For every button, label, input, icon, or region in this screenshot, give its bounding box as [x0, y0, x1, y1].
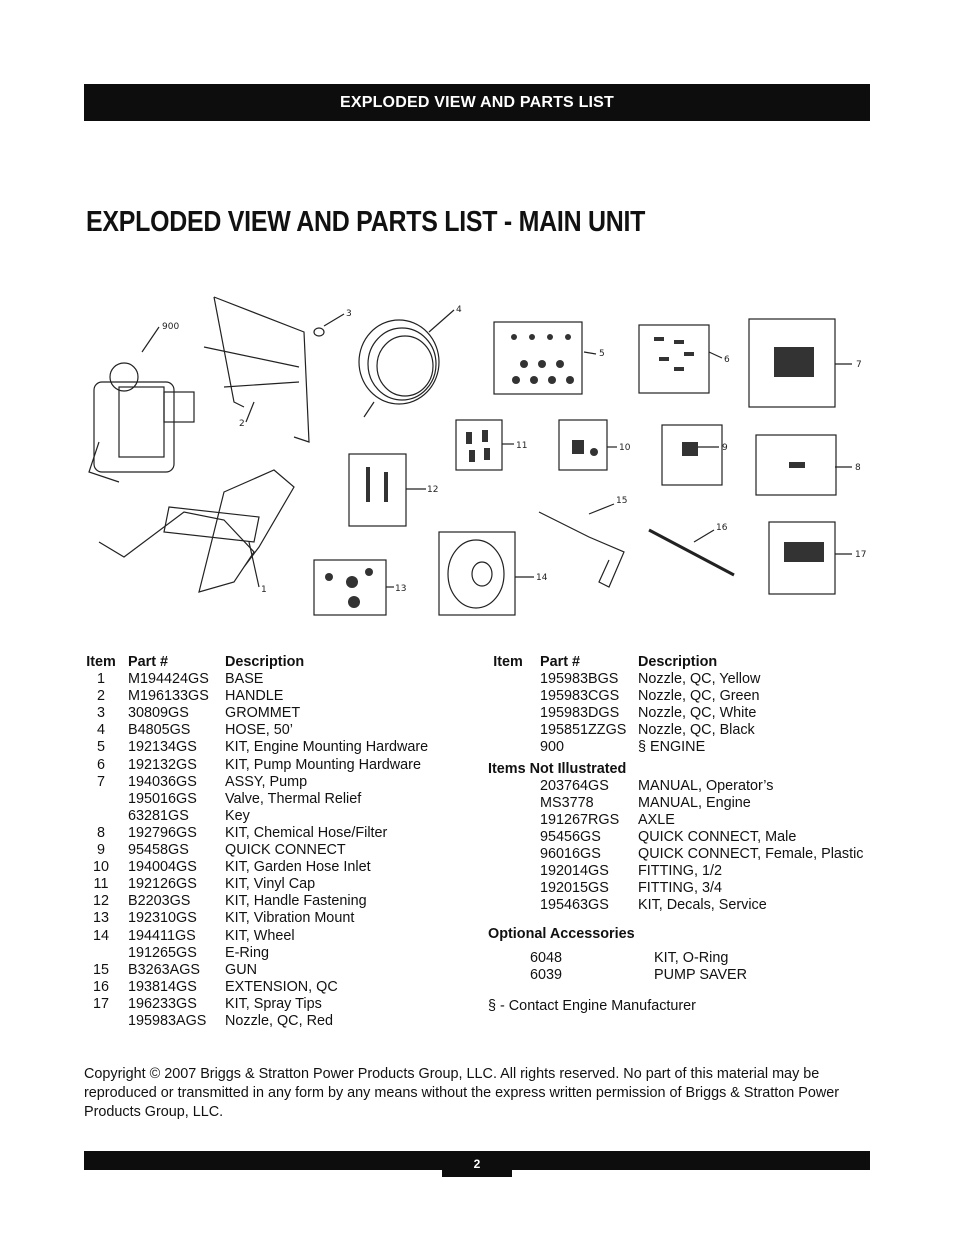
part-number: 194036GS [128, 773, 197, 790]
page-title: EXPLODED VIEW AND PARTS LIST - MAIN UNIT [86, 206, 646, 238]
part-description: KIT, Decals, Service [638, 897, 767, 914]
item-number: 12 [92, 893, 109, 910]
figure-label: 11 [516, 441, 528, 451]
table-row [84, 791, 464, 808]
item-number: 4 [96, 722, 105, 739]
part-number: MS3778 [540, 794, 594, 811]
part-description: FITTING, 3/4 [638, 880, 722, 897]
part-description: QUICK CONNECT, Male [638, 828, 797, 845]
exploded-view-drawing [84, 292, 870, 622]
header-description: Description [638, 654, 718, 670]
kit-6-box [639, 325, 709, 393]
figure-label: 10 [619, 443, 631, 453]
item-number: 11 [93, 876, 109, 893]
part-description: Nozzle, QC, Green [638, 688, 760, 705]
part-description: Nozzle, QC, Black [638, 722, 755, 739]
part-description: E-Ring [225, 944, 269, 961]
part-number: 192014GS [540, 863, 609, 880]
figure-label: 15 [616, 496, 628, 506]
hose-illustration [359, 310, 454, 417]
part-description: GUN [225, 961, 257, 978]
table-row [84, 876, 464, 893]
item-number [486, 739, 530, 756]
item-number: 2 [96, 688, 105, 705]
figure-label: 9 [722, 443, 728, 453]
kit-11-box [456, 420, 502, 470]
item-number [84, 808, 118, 825]
item-number [486, 705, 530, 722]
item-number: 8 [96, 824, 105, 841]
part-description: EXTENSION, QC [225, 978, 338, 995]
table-row [486, 688, 870, 705]
part-description: KIT, Garden Hose Inlet [225, 859, 371, 876]
part-number: 95456GS [540, 828, 601, 845]
table-row [84, 842, 464, 859]
part-description: HANDLE [225, 688, 284, 705]
item-number: 5 [96, 739, 105, 756]
item-number [84, 791, 118, 808]
table-row [84, 739, 464, 756]
table-row [486, 967, 870, 984]
part-description: MANUAL, Operator’s [638, 777, 774, 794]
figure-label: 5 [599, 349, 605, 359]
part-description: Nozzle, QC, White [638, 705, 757, 722]
part-description: KIT, Chemical Hose/Filter [225, 824, 388, 841]
table-row [84, 722, 464, 739]
parts-list-header [486, 654, 870, 671]
part-number: 95458GS [128, 842, 189, 859]
part-number: B3263AGS [128, 961, 201, 978]
table-row [486, 829, 870, 846]
table-row [84, 945, 464, 962]
item-number: 6 [96, 756, 105, 773]
part-description: KIT, Spray Tips [225, 995, 322, 1012]
part-number: 203764GS [540, 777, 609, 794]
table-row [84, 996, 464, 1013]
section-header-bar: EXPLODED VIEW AND PARTS LIST [84, 84, 870, 121]
table-row [84, 774, 464, 791]
part-description: KIT, Handle Fastening [225, 893, 367, 910]
part-number: B2203GS [128, 893, 191, 910]
figure-label: 8 [855, 463, 861, 473]
part-number: 195983BGS [540, 671, 619, 688]
part-description: KIT, Pump Mounting Hardware [225, 756, 421, 773]
table-row [84, 979, 464, 996]
item-number: 16 [92, 978, 109, 995]
item-number: 1 [96, 671, 105, 688]
item-number: 13 [92, 910, 109, 927]
table-row [84, 910, 464, 927]
part-description: ASSY, Pump [225, 773, 308, 790]
optional-accessories-heading: Optional Accessories [488, 926, 635, 943]
part-number: 191265GS [128, 944, 197, 961]
table-row [486, 671, 870, 688]
item-number [486, 812, 530, 829]
table-row [486, 795, 870, 812]
copyright-notice: Copyright © 2007 Briggs & Stratton Power Products Group, LLC. All rights reserved. No part of this material may be reproduced or transmitted in any form by any means without the express written permission of Briggs & Stratton Power Products Group, LLC. [84, 1066, 840, 1120]
table-row [486, 739, 870, 756]
part-number: B4805GS [128, 722, 191, 739]
part-description: Valve, Thermal Relief [225, 790, 362, 807]
part-description: GROMMET [225, 705, 301, 722]
item-number: 9 [96, 842, 105, 859]
part-number: 192134GS [128, 739, 197, 756]
header-description: Description [225, 654, 305, 670]
header-part: Part # [540, 654, 580, 670]
item-number: 7 [96, 773, 105, 790]
part-number: 193814GS [128, 978, 197, 995]
part-description: KIT, Vibration Mount [225, 910, 355, 927]
part-description: QUICK CONNECT [225, 842, 346, 859]
table-row [486, 778, 870, 795]
handle-illustration [204, 297, 309, 442]
part-number: 6039 [530, 966, 563, 983]
item-number [84, 1013, 118, 1030]
part-number: 192310GS [128, 910, 197, 927]
item-number [486, 880, 530, 897]
table-row [84, 825, 464, 842]
header-item: Item [493, 654, 523, 670]
page-number: 2 [442, 1151, 512, 1177]
item-number [486, 795, 530, 812]
part-description: BASE [225, 671, 264, 688]
engine-illustration [89, 327, 194, 482]
item-number [486, 671, 530, 688]
part-number: 191267RGS [540, 811, 620, 828]
part-description: Key [225, 807, 250, 824]
part-number: 63281GS [128, 807, 189, 824]
item-number: 3 [96, 705, 105, 722]
table-row [486, 846, 870, 863]
part-description: § ENGINE [638, 739, 706, 756]
table-row [84, 928, 464, 945]
part-description: FITTING, 1/2 [638, 863, 722, 880]
header-item: Item [86, 654, 116, 670]
item-number: 10 [92, 859, 109, 876]
part-number: 195983AGS [128, 1012, 207, 1029]
part-number: M194424GS [128, 671, 209, 688]
figure-label: 4 [456, 305, 462, 315]
part-description: Nozzle, QC, Yellow [638, 671, 761, 688]
table-row [486, 863, 870, 880]
table-row [84, 757, 464, 774]
part-number: 195016GS [128, 790, 197, 807]
item-number [486, 722, 530, 739]
not-illustrated-heading: Items Not Illustrated [488, 760, 627, 777]
figure-label: 14 [536, 573, 548, 583]
table-row [486, 897, 870, 914]
part-number: 30809GS [128, 705, 189, 722]
part-number: 192126GS [128, 876, 197, 893]
part-number: 195851ZZGS [540, 722, 627, 739]
table-row [84, 893, 464, 910]
item-number: 14 [92, 927, 109, 944]
figure-label: 7 [856, 360, 862, 370]
part-number: 195983CGS [540, 688, 620, 705]
table-row [84, 688, 464, 705]
footnote: § - Contact Engine Manufacturer [488, 997, 696, 1014]
table-row [84, 808, 464, 825]
parts-list-header [84, 654, 464, 671]
part-description: Nozzle, QC, Red [225, 1012, 333, 1029]
part-description: KIT, O-Ring [654, 949, 729, 966]
part-description: PUMP SAVER [654, 966, 748, 983]
header-part: Part # [128, 654, 168, 670]
parts-list-right [486, 654, 870, 1015]
figure-label: 3 [346, 309, 352, 319]
exploded-view-figure [84, 292, 870, 622]
part-number: 6048 [530, 949, 563, 966]
figure-label: 900 [162, 322, 180, 332]
part-number: 195983DGS [540, 705, 620, 722]
table-row [84, 1013, 464, 1030]
part-number: 192132GS [128, 756, 197, 773]
figure-label: 16 [716, 523, 728, 533]
item-number [84, 945, 118, 962]
item-number: 15 [92, 961, 109, 978]
figure-label: 6 [724, 355, 730, 365]
part-number: 96016GS [540, 846, 601, 863]
part-number: M196133GS [128, 688, 209, 705]
table-row [84, 859, 464, 876]
table-row [486, 705, 870, 722]
part-description: KIT, Vinyl Cap [225, 876, 316, 893]
figure-label: 1 [261, 585, 267, 595]
figure-label: 12 [427, 485, 439, 495]
item-number: 17 [92, 995, 109, 1012]
part-number: 194411GS [128, 927, 196, 944]
item-number [486, 688, 530, 705]
part-number: 194004GS [128, 859, 197, 876]
item-number [486, 897, 530, 914]
table-row [486, 880, 870, 897]
part-description: KIT, Wheel [225, 927, 295, 944]
table-row [486, 812, 870, 829]
part-description: AXLE [638, 811, 675, 828]
table-row [84, 962, 464, 979]
item-number [486, 863, 530, 880]
part-description: MANUAL, Engine [638, 794, 751, 811]
part-number: 900 [540, 739, 565, 756]
part-description: KIT, Engine Mounting Hardware [225, 739, 429, 756]
part-number: 192015GS [540, 880, 609, 897]
part-number: 192796GS [128, 824, 197, 841]
table-row [84, 705, 464, 722]
part-number: 196233GS [128, 995, 197, 1012]
item-number [486, 846, 530, 863]
figure-label: 2 [239, 419, 245, 429]
part-number: 195463GS [540, 897, 609, 914]
table-row [486, 722, 870, 739]
part-description: QUICK CONNECT, Female, Plastic [638, 846, 864, 863]
table-row [84, 671, 464, 688]
part-description: HOSE, 50’ [225, 722, 293, 739]
figure-label: 13 [395, 584, 407, 594]
item-number [486, 778, 530, 795]
kit-12-box [349, 454, 406, 526]
figure-label: 17 [855, 550, 867, 560]
parts-list-left [84, 654, 464, 1030]
item-number [486, 829, 530, 846]
table-row [486, 950, 870, 967]
